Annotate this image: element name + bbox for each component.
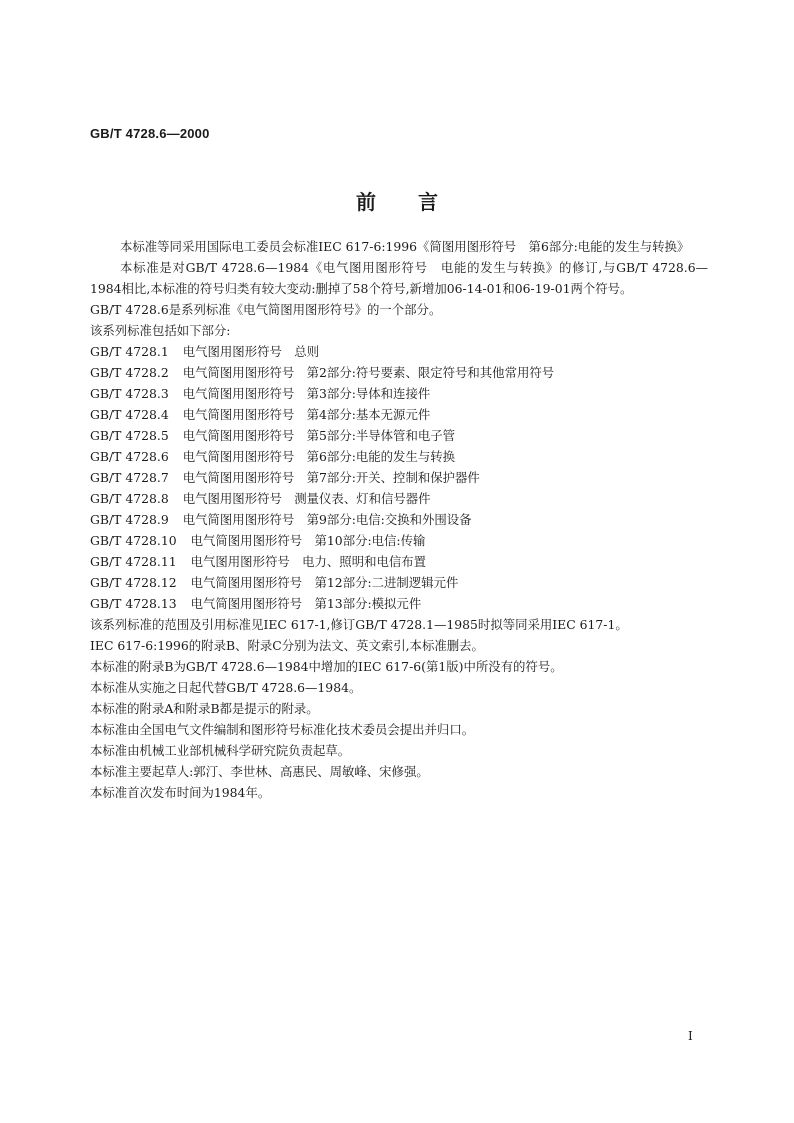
- paragraph-first-published: 本标准首次发布时间为1984年。: [90, 785, 271, 800]
- page-title: 前言: [356, 190, 480, 214]
- paragraph-adoption: 本标准等同采用国际电工委员会标准IEC 617-6:1996《简图用图形符号 第6部分:电能的发生与转换》: [120, 239, 690, 254]
- list-item: GB/T 4728.8 电气图用图形符号 测量仪表、灯和信号器件: [90, 491, 431, 506]
- series-parts-list: [90, 341, 708, 614]
- paragraph-drafters: 本标准主要起草人:郭汀、李世林、高惠民、周敏峰、宋修强。: [90, 764, 429, 779]
- page-number: I: [688, 1029, 693, 1043]
- document-code: GB/T 4728.6—2000: [90, 126, 210, 141]
- list-item: GB/T 4728.6 电气简图用图形符号 第6部分:电能的发生与转换: [90, 449, 456, 464]
- list-item: GB/T 4728.13 电气简图用图形符号 第13部分:模拟元件: [90, 596, 422, 611]
- list-item: GB/T 4728.3 电气简图用图形符号 第3部分:导体和连接件: [90, 386, 431, 401]
- list-item: GB/T 4728.4 电气简图用图形符号 第4部分:基本无源元件: [90, 407, 431, 422]
- paragraph-proposed-by: 本标准由全国电气文件编制和图形符号标准化技术委员会提出并归口。: [90, 722, 475, 737]
- paragraph-annex-b: 本标准的附录B为GB/T 4728.6—1984中增加的IEC 617-6(第1版)中所没有的符号。: [90, 659, 563, 674]
- paragraph-series-intro: 该系列标准包括如下部分:: [90, 323, 231, 338]
- paragraph-scope: 该系列标准的范围及引用标准见IEC 617-1,修订GB/T 4728.1—1985时拟等同采用IEC 617-1。: [90, 617, 628, 632]
- paragraph-series: GB/T 4728.6是系列标准《电气简图用图形符号》的一个部分。: [90, 302, 442, 317]
- list-item: GB/T 4728.5 电气简图用图形符号 第5部分:半导体管和电子管: [90, 428, 456, 443]
- list-item: GB/T 4728.11 电气图用图形符号 电力、照明和电信布置: [90, 554, 427, 569]
- list-item: GB/T 4728.9 电气简图用图形符号 第9部分:电信:交换和外围设备: [90, 512, 472, 527]
- paragraph-drafted-by: 本标准由机械工业部机械科学研究院负责起草。: [90, 743, 351, 758]
- paragraph-informative-annexes: 本标准的附录A和附录B都是提示的附录。: [90, 701, 319, 716]
- list-item: GB/T 4728.1 电气图用图形符号 总则: [90, 344, 320, 359]
- list-item: GB/T 4728.10 电气简图用图形符号 第10部分:电信:传输: [90, 533, 426, 548]
- preface-body: [90, 236, 708, 803]
- paragraph-replaces: 本标准从实施之日起代替GB/T 4728.6—1984。: [90, 680, 362, 695]
- list-item: GB/T 4728.12 电气简图用图形符号 第12部分:二进制逻辑元件: [90, 575, 459, 590]
- list-item: GB/T 4728.7 电气简图用图形符号 第7部分:开关、控制和保护器件: [90, 470, 480, 485]
- paragraph-annex-removed: IEC 617-6:1996的附录B、附录C分别为法文、英文索引,本标准删去。: [90, 638, 484, 653]
- paragraph-revision: 本标准是对GB/T 4728.6—1984《电气图用图形符号 电能的发生与转换》的修订,与GB/T 4728.6—1984相比,本标准的符号归类有较大变动:删掉了58个符号,新增加06-14-01和06-19-01两个符号。: [90, 260, 708, 296]
- list-item: GB/T 4728.2 电气简图用图形符号 第2部分:符号要素、限定符号和其他常用符号: [90, 365, 555, 380]
